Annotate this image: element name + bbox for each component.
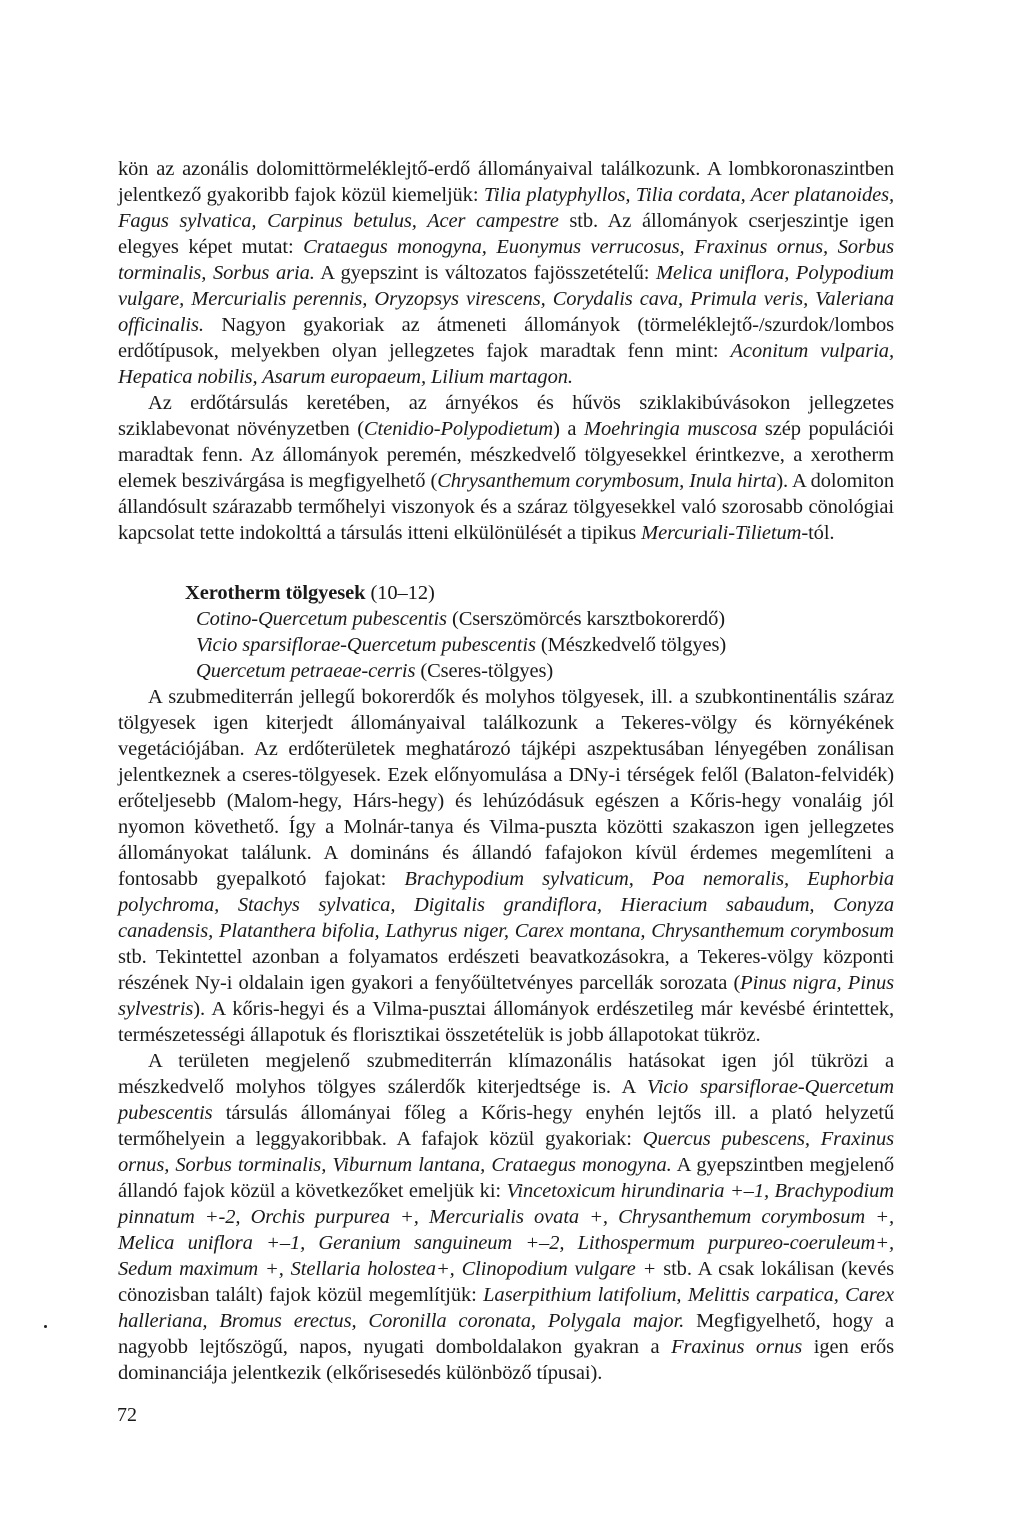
association-2 [196,632,894,658]
section-gap [118,546,894,580]
section-heading-title: Xerotherm tölgyesek [185,582,366,604]
association-3 [196,658,894,684]
paragraph-2: Az erdőtársulás keretében, az árnyékos és hűvös sziklakibúvásokon jellegzetes sziklabevonat növényzetben (Ctenidio-Polypodietum) a Moehringia muscosa szép populációi maradtak fenn. Az állományok peremén, mészkedvelő tölgyesekkel érintkezve, a xerotherm elemek beszivárgása is megfigyelhető (Chrysanthemum corymbosum, Inula hirta). A dolomiton állandósult szárazabb termőhelyi viszonyok és a száraz tölgyesekkel való szorosabb cönológiai kapcsolat tette indokolttá a társulás itteni elkülönülését a tipikus Mercuriali-Tilietum-tól. [118,392,894,544]
association-latin: Cotino-Quercetum pubescentis [196,608,447,630]
paragraph-1: kön az azonális dolomittörmeléklejtő-erdő állományaival találkozunk. A lombkoronaszintben jelentkező gyakoribb fajok közül kiemeljük: Tilia platyphyllos, Tilia cordata, Acer platanoides, Fagus sylvatica, Carpinus betulus, Acer campestre stb. Az állományok cserjeszintje igen elegyes képet mutat: Crataegus monogyna, Euonymus verrucosus, Fraxinus ornus, Sorbus torminalis, Sorbus aria. A gyepszint is változatos fajösszetételű: Melica uniflora, Polypodium vulgare, Mercurialis perennis, Oryzopsys virescens, Corydalis cava, Primula veris, Valeriana officinalis. Nagyon gyakoriak az átmeneti állományok (törmeléklejtő-/szurdok/lombos erdőtípusok, melyekben olyan jellegzetes fajok maradtak fenn mint: Aconitum vulparia, Hepatica nobilis, Asarum europaeum, Lilium martagon. [118,158,894,388]
association-common: (Cserszömörcés karsztbokorerdő) [446,608,725,630]
section-paragraph-2: A területen megjelenő szubmediterrán klímazonális hatásokat igen jól tükrözi a mészkedvelő molyhos tölgyes szálerdők kiterjedtsége is. A Vicio sparsiflorae-Quercetum pubescentis társulás állományai főleg a Kőris-hegy enyhén lejtős ill. a plató helyzetű termőhelyein a leggyakoribbak. A fafajok közül gyakoriak: Quercus pubescens, Fraxinus ornus, Sorbus torminalis, Viburnum lantana, Crataegus monogyna. A gyepszintben megjelenő állandó fajok közül a következőket emeljük ki: Vincetoxicum hirundinaria +–1, Brachypodium pinnatum +-2, Orchis purpurea +, Mercurialis ovata +, Chrysanthemum corymbosum +, Melica uniflora +–1, Geranium sanguineum +–2, Lithospermum purpureo-coeruleum+, Sedum maximum +, Stellaria holostea+, Clinopodium vulgare + stb. A csak lokálisan (kevés cönozisban talált) fajok közül megemlítjük: Laserpithium latifolium, Melittis carpatica, Carex halleriana, Bromus erectus, Coronilla coronata, Polygala major. Megfigyelhető, hogy a nagyobb lejtőszögű, napos, nyugati domboldalakon gyakran a Fraxinus ornus igen erős dominanciája jelentkezik (elkőrisesedés különböző típusai). [118,1050,894,1384]
text-column [118,156,894,1386]
association-latin: Vicio sparsiflorae-Quercetum pubescentis [196,634,536,656]
association-common: (Mészkedvelő tölgyes) [535,634,727,656]
section-heading-range: (10–12) [365,582,435,604]
margin-mark [44,1325,47,1328]
page-number: 72 [117,1404,137,1426]
section-paragraph-1: A szubmediterrán jellegű bokorerdők és molyhos tölgyesek, ill. a szubkontinentális száraz tölgyesek igen kiterjedt állományaival találkozunk a Tekeres-völgy és környékének vegetációjában. Az erdőterületek meghatározó tájképi aszpektusában lényegében zonálisan jelentkeznek a cseres-tölgyesek. Ezek előnyomulása a DNy-i térségek felől (Balaton-felvidék) erőteljesebb (Malom-hegy, Hárs-hegy) és lehúzódásuk egészen a Kőris-hegy vonaláig jól nyomon követhető. Így a Molnár-tanya és Vilma-puszta közötti szakaszon igen jellegzetes állományokat találunk. A domináns és állandó fafajokon kívül érdemes megemlíteni a fontosabb gyepalkotó fajokat: Brachypodium sylvaticum, Poa nemoralis, Euphorbia polychroma, Stachys sylvatica, Digitalis grandiflora, Hieracium sabaudum, Conyza canadensis, Platanthera bifolia, Lathyrus niger, Carex montana, Chrysanthemum corymbosum stb. Tekintettel azonban a folyamatos erdészeti beavatkozásokra, a Tekeres-völgy központi részének Ny-i oldalain igen gyakori a fenyőültetvényes parcellák sorozata (Pinus nigra, Pinus sylvestris). A kőris-hegyi és a Vilma-pusztai állományok erdészetileg már kevésbé érintettek, természetességi állapotuk és florisztikai összetételük is jobb állapotokat tükröz. [118,686,894,1046]
association-common: (Cseres-tölgyes) [415,660,554,682]
association-1 [196,606,894,632]
association-latin: Quercetum petraeae-cerris [196,660,416,682]
section-heading [185,580,894,606]
